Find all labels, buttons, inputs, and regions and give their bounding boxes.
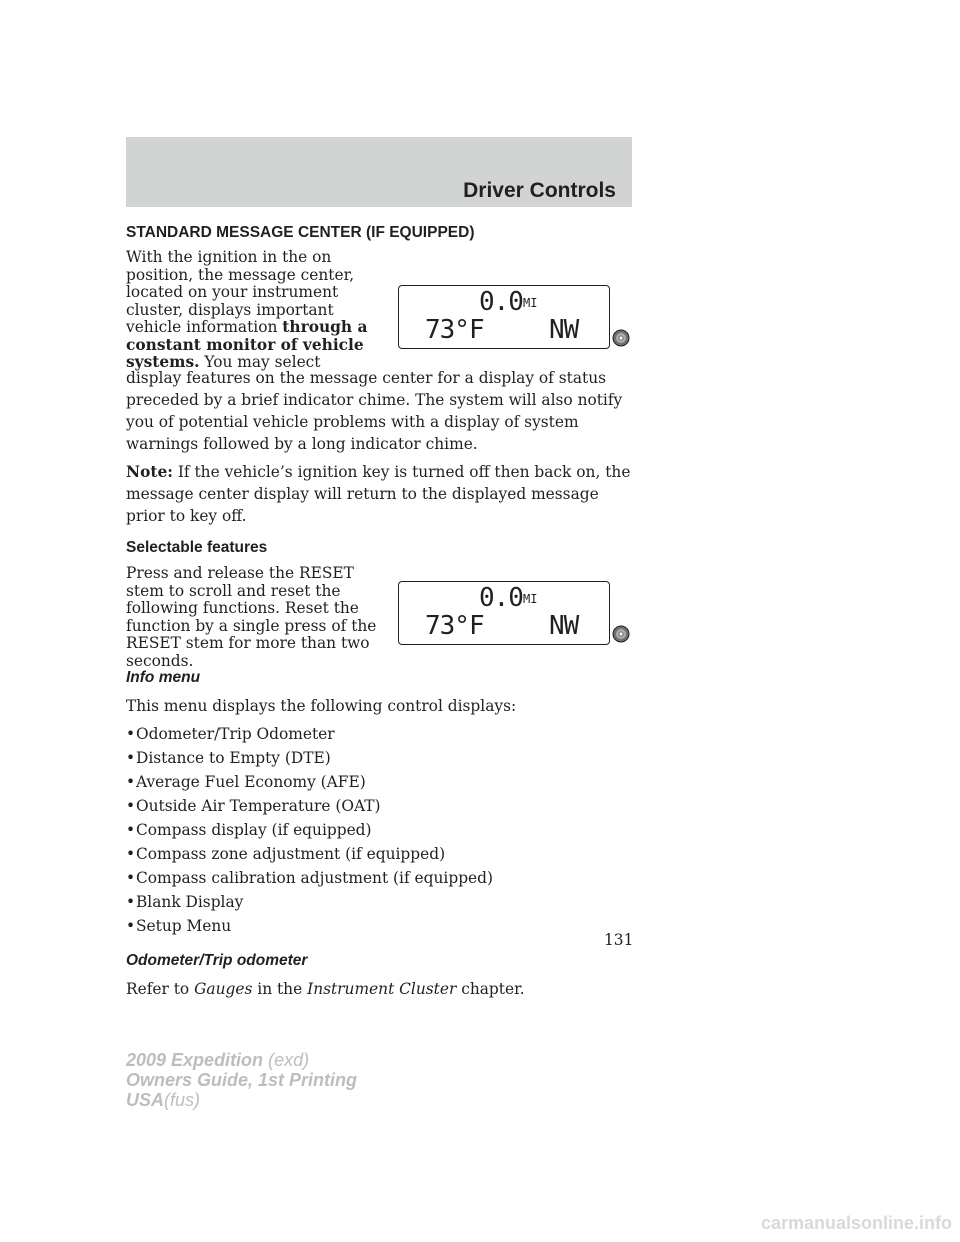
list-item: •Compass display (if equipped)	[126, 821, 372, 839]
trip-value: 0.0	[479, 583, 523, 613]
temperature-readout: 73°F	[425, 315, 484, 345]
list-item: •Average Fuel Economy (AFE)	[126, 773, 366, 791]
list-item: •Blank Display	[126, 893, 244, 911]
chapter-title: Driver Controls	[463, 179, 616, 202]
intro-paragraph	[126, 249, 386, 372]
compass-direction: NW	[549, 315, 579, 345]
intro-continued: display features on the message center for a display of status preceded by a brief indicator chime. The system will also notify you of potential vehicle problems with a display of system warnings followed by a long indicator chime.	[126, 369, 623, 453]
intro-plain: With the ignition in the on position, the message center, located on your instrument cluster, displays important vehicle information	[126, 248, 355, 336]
site-watermark: carmanualsonline.info	[760, 1213, 952, 1233]
list-item: •Setup Menu	[126, 917, 232, 935]
trip-value: 0.0	[479, 287, 523, 317]
trip-unit: MI	[523, 592, 538, 606]
compass-direction: NW	[549, 611, 579, 641]
odometer-reference: Refer to Gauges in the Instrument Cluster chapter.	[126, 979, 525, 998]
selectable-block	[126, 564, 632, 670]
cd-disc-icon	[612, 329, 630, 347]
gauges-reference: Gauges	[194, 979, 253, 998]
info-menu-title: Info menu	[126, 669, 201, 686]
message-center-display-1	[398, 285, 638, 355]
print-footer: 2009 Expedition (exd) Owners Guide, 1st Printing USA(fus)	[126, 1050, 358, 1110]
list-item: •Odometer/Trip Odometer	[126, 725, 335, 743]
odometer-title: Odometer/Trip odometer	[126, 951, 308, 969]
page-content	[126, 222, 632, 1006]
selectable-text: Press and release the RESET stem to scroll and reset the following functions. Reset the function by a single press of the RESET stem for more than two seconds.	[126, 564, 377, 670]
list-item: •Compass zone adjustment (if equipped)	[126, 845, 446, 863]
note-label: Note:	[126, 463, 173, 481]
intro-bold: through a constant monitor of vehicle systems.	[126, 318, 368, 371]
intro-block	[126, 248, 632, 371]
page-number: 131	[604, 931, 634, 949]
note-text: If the vehicle’s ignition key is turned off then back on, the message center display will return to the displayed message prior to key off.	[126, 463, 631, 525]
trip-unit: MI	[523, 296, 538, 310]
info-menu-list	[126, 723, 632, 938]
lcd-screen	[398, 581, 610, 645]
message-center-display-2	[398, 581, 638, 651]
cd-disc-icon	[612, 625, 630, 643]
note-paragraph	[126, 461, 632, 527]
info-menu-intro: This menu displays the following control displays:	[126, 697, 517, 715]
selectable-features-title: Selectable features	[126, 539, 268, 556]
chapter-header-band	[126, 137, 632, 207]
temperature-readout: 73°F	[425, 611, 484, 641]
list-item: •Compass calibration adjustment (if equipped)	[126, 869, 494, 887]
list-item: •Outside Air Temperature (OAT)	[126, 797, 381, 815]
chapter-reference: Instrument Cluster	[307, 979, 457, 998]
intro-rest-narrow: You may select	[204, 353, 321, 371]
section-title: STANDARD MESSAGE CENTER (IF EQUIPPED)	[126, 224, 475, 241]
lcd-screen	[398, 285, 610, 349]
list-item: •Distance to Empty (DTE)	[126, 749, 331, 767]
